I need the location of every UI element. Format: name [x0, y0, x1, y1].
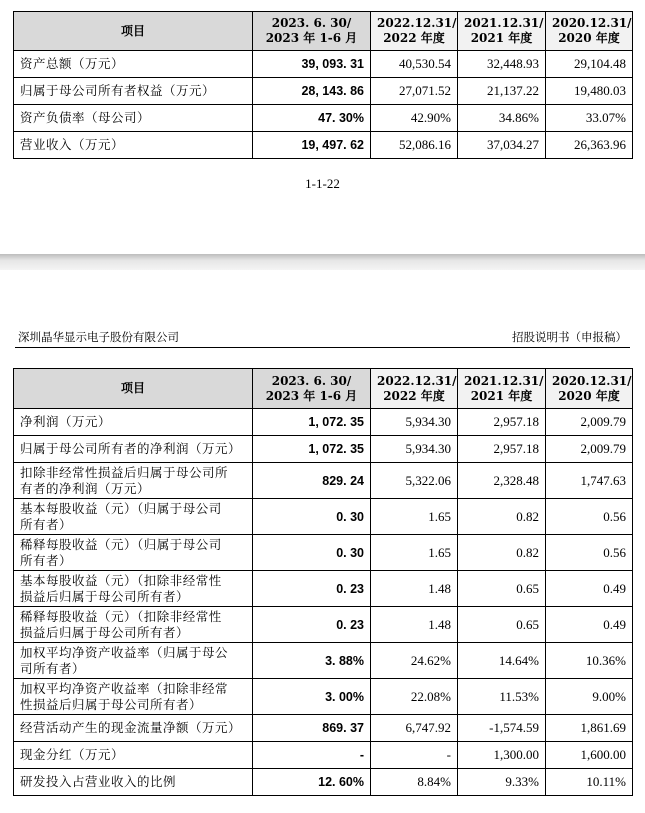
table-row — [14, 409, 633, 436]
cell-2021: 1,300.00 — [458, 742, 546, 769]
header-2021-period: 2021 年度 — [470, 388, 533, 403]
table-row — [14, 132, 633, 159]
cell-2022: 5,322.06 — [371, 463, 458, 499]
page-top — [0, 0, 645, 254]
header-2022-date: 2022.12.31/ — [377, 16, 457, 30]
cell-2023: 0. 23 — [253, 571, 371, 607]
header-2023 — [253, 12, 371, 51]
cell-2021: 14.64% — [458, 643, 546, 679]
row-label-line1: 加权平均净资产收益率（归属于母公 — [20, 644, 229, 660]
cell-2020: 10.36% — [546, 643, 633, 679]
cell-2023: 1, 072. 35 — [253, 409, 371, 436]
header-item: 项目 — [14, 12, 253, 51]
cell-2022: 24.62% — [371, 643, 458, 679]
header-2020 — [546, 369, 633, 409]
row-label: 经营活动产生的现金流量净额（万元） — [14, 715, 253, 742]
row-label — [14, 643, 253, 679]
page-break — [0, 254, 645, 270]
cell-2023: 1, 072. 35 — [253, 436, 371, 463]
table-row — [14, 463, 633, 499]
cell-2023: 47. 30% — [253, 105, 371, 132]
cell-2020: 1,861.69 — [546, 715, 633, 742]
header-2021-date: 2021.12.31/ — [464, 16, 544, 30]
cell-2023: - — [253, 742, 371, 769]
page-bottom — [0, 270, 645, 813]
cell-2023: 0. 23 — [253, 607, 371, 643]
header-2020-date: 2020.12.31/ — [552, 16, 632, 30]
cell-2021: 21,137.22 — [458, 78, 546, 105]
row-label: 资产总额（万元） — [14, 51, 253, 78]
header-2020-period: 2020 年度 — [558, 388, 620, 403]
cell-2023: 12. 60% — [253, 769, 371, 796]
header-2020 — [546, 12, 633, 51]
cell-2022: 5,934.30 — [371, 409, 458, 436]
row-label-line1: 加权平均净资产收益率（扣除非经常 — [20, 680, 229, 696]
cell-2023: 39, 093. 31 — [253, 51, 371, 78]
header-2023 — [253, 369, 371, 409]
cell-2020: 1,600.00 — [546, 742, 633, 769]
cell-2021: 2,957.18 — [458, 436, 546, 463]
cell-2022: 6,747.92 — [371, 715, 458, 742]
row-label — [14, 679, 253, 715]
row-label: 研发投入占营业收入的比例 — [14, 769, 253, 796]
table-row — [14, 105, 633, 132]
header-2021-period: 2021 年度 — [470, 31, 533, 45]
row-label: 归属于母公司所有者权益（万元） — [14, 78, 253, 105]
cell-2021: 37,034.27 — [458, 132, 546, 159]
table-row — [14, 436, 633, 463]
cell-2022: - — [371, 742, 458, 769]
row-label-line1: 基本每股收益（元）（归属于母公司 — [20, 500, 222, 516]
cell-2022: 5,934.30 — [371, 436, 458, 463]
row-label-line2: 损益后归属于母公司所有者） — [20, 624, 190, 640]
cell-2020: 29,104.48 — [546, 51, 633, 78]
cell-2020: 1,747.63 — [546, 463, 633, 499]
row-label-line2: 所有者） — [20, 552, 73, 568]
header-2021-date: 2021.12.31/ — [464, 373, 544, 388]
row-label — [14, 535, 253, 571]
row-label-line2: 性损益后归属于母公司所有者） — [20, 696, 203, 712]
cell-2022: 1.65 — [371, 499, 458, 535]
cell-2023: 829. 24 — [253, 463, 371, 499]
cell-2023: 3. 88% — [253, 643, 371, 679]
table-row — [14, 499, 633, 535]
table-row — [14, 607, 633, 643]
cell-2021: 11.53% — [458, 679, 546, 715]
row-label-line2: 损益后归属于母公司所有者） — [20, 588, 190, 604]
row-label-line1: 基本每股收益（元）（扣除非经常性 — [20, 572, 222, 588]
cell-2023: 0. 30 — [253, 535, 371, 571]
row-label — [14, 607, 253, 643]
header-2023-period: 2023 年 1-6 月 — [265, 31, 358, 45]
cell-2022: 27,071.52 — [371, 78, 458, 105]
page-number: 1-1-22 — [305, 176, 340, 191]
cell-2022: 1.48 — [371, 607, 458, 643]
cell-2020: 0.56 — [546, 499, 633, 535]
table-row — [14, 643, 633, 679]
cell-2021: 2,957.18 — [458, 409, 546, 436]
cell-2023: 19, 497. 62 — [253, 132, 371, 159]
cell-2023: 3. 00% — [253, 679, 371, 715]
table-row — [14, 679, 633, 715]
header-2022-date: 2022.12.31/ — [377, 373, 457, 388]
header-2022-period: 2022 年度 — [383, 388, 445, 403]
header-2023-date: 2023. 6. 30/ — [271, 16, 352, 30]
row-label-line1: 扣除非经常性损益后归属于母公司所 — [20, 464, 229, 480]
header-2022 — [371, 369, 458, 409]
cell-2021: 9.33% — [458, 769, 546, 796]
header-2020-period: 2020 年度 — [558, 31, 620, 45]
cell-2023: 869. 37 — [253, 715, 371, 742]
cell-2021: 32,448.93 — [458, 51, 546, 78]
cell-2020: 9.00% — [546, 679, 633, 715]
table-row — [14, 535, 633, 571]
row-label-line1: 稀释每股收益（元）（扣除非经常性 — [20, 608, 222, 624]
cell-2022: 22.08% — [371, 679, 458, 715]
table-header-row — [14, 369, 633, 409]
cell-2020: 0.49 — [546, 607, 633, 643]
cell-2023: 0. 30 — [253, 499, 371, 535]
cell-2022: 52,086.16 — [371, 132, 458, 159]
cell-2023: 28, 143. 86 — [253, 78, 371, 105]
row-label: 现金分红（万元） — [14, 742, 253, 769]
cell-2020: 2,009.79 — [546, 409, 633, 436]
cell-2021: 0.82 — [458, 499, 546, 535]
row-label — [14, 463, 253, 499]
header-2020-date: 2020.12.31/ — [552, 373, 632, 388]
row-label: 资产负债率（母公司） — [14, 105, 253, 132]
row-label: 营业收入（万元） — [14, 132, 253, 159]
document-header — [15, 329, 630, 348]
cell-2020: 0.56 — [546, 535, 633, 571]
document-title: 招股说明书（申报稿） — [512, 330, 627, 344]
cell-2021: 0.82 — [458, 535, 546, 571]
cell-2022: 1.48 — [371, 571, 458, 607]
cell-2020: 19,480.03 — [546, 78, 633, 105]
row-label-line2: 司所有者） — [20, 660, 86, 676]
header-2022-period: 2022 年度 — [383, 31, 445, 45]
table-row — [14, 51, 633, 78]
table-header-row — [14, 12, 633, 51]
cell-2022: 40,530.54 — [371, 51, 458, 78]
row-label-line2: 有者的净利润（万元） — [20, 480, 151, 496]
cell-2021: 0.65 — [458, 607, 546, 643]
table-row — [14, 742, 633, 769]
row-label: 净利润（万元） — [14, 409, 253, 436]
row-label-line2: 所有者） — [20, 516, 73, 532]
cell-2021: 0.65 — [458, 571, 546, 607]
table-row — [14, 78, 633, 105]
financial-table-assets — [13, 11, 633, 159]
company-name: 深圳晶华显示电子股份有限公司 — [18, 330, 179, 344]
cell-2021: -1,574.59 — [458, 715, 546, 742]
row-label: 归属于母公司所有者的净利润（万元） — [14, 436, 253, 463]
cell-2022: 1.65 — [371, 535, 458, 571]
financial-table-profit — [13, 368, 633, 796]
header-item: 项目 — [14, 369, 253, 409]
table-row — [14, 571, 633, 607]
row-label-line1: 稀释每股收益（元）（归属于母公司 — [20, 536, 222, 552]
cell-2022: 8.84% — [371, 769, 458, 796]
cell-2020: 10.11% — [546, 769, 633, 796]
cell-2020: 0.49 — [546, 571, 633, 607]
cell-2021: 34.86% — [458, 105, 546, 132]
cell-2021: 2,328.48 — [458, 463, 546, 499]
header-2023-period: 2023 年 1-6 月 — [265, 388, 358, 403]
header-2021 — [458, 369, 546, 409]
header-2021 — [458, 12, 546, 51]
row-label — [14, 499, 253, 535]
row-label — [14, 571, 253, 607]
cell-2020: 2,009.79 — [546, 436, 633, 463]
table-row — [14, 715, 633, 742]
table-row — [14, 769, 633, 796]
cell-2020: 33.07% — [546, 105, 633, 132]
cell-2020: 26,363.96 — [546, 132, 633, 159]
header-2023-date: 2023. 6. 30/ — [271, 373, 352, 388]
cell-2022: 42.90% — [371, 105, 458, 132]
header-2022 — [371, 12, 458, 51]
